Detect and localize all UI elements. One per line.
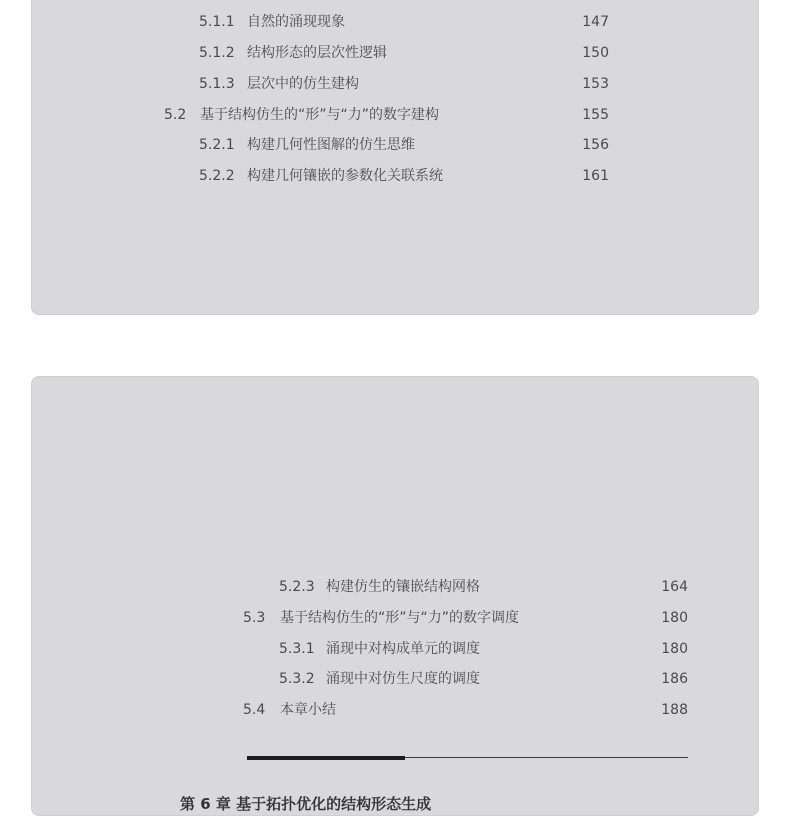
- toc-entry-title: 涌现中对仿生尺度的调度: [326, 671, 480, 687]
- toc-entry-title: 基于结构仿生的“形”与“力”的数字建构: [200, 107, 440, 123]
- toc-entry-number: 5.2.1: [199, 137, 235, 153]
- toc-entry-number: 5.4: [243, 702, 266, 718]
- toc-entry-title: 涌现中对构成单元的调度: [326, 641, 480, 657]
- toc-entry-number: 5.3.2: [279, 671, 315, 687]
- chapter-divider-accent: [247, 756, 405, 760]
- toc-entry-number: 5.1.3: [199, 76, 235, 92]
- toc-entry-title: 层次中的仿生建构: [247, 76, 359, 92]
- toc-entry-page: 155: [582, 107, 609, 123]
- toc-entry-page: 150: [582, 45, 609, 61]
- toc-entry-number: 5.2.2: [199, 168, 235, 184]
- toc-entry-page: 147: [582, 14, 609, 30]
- page-card-bottom: [31, 376, 759, 816]
- toc-entry-number: 5.3: [243, 610, 266, 626]
- toc-entry-page: 156: [582, 137, 609, 153]
- toc-entry-title: 构建几何性图解的仿生思维: [247, 137, 415, 153]
- toc-entry-title: 构建仿生的镶嵌结构网格: [326, 579, 480, 595]
- toc-entry-title: 基于结构仿生的“形”与“力”的数字调度: [280, 610, 520, 626]
- toc-entry-page: 164: [661, 579, 688, 595]
- toc-entry-page: 186: [661, 671, 688, 687]
- toc-entry-title: 自然的涌现现象: [247, 14, 345, 30]
- toc-entry-title: 本章小结: [280, 702, 336, 718]
- toc-entry-number: 5.2: [164, 107, 187, 123]
- toc-entry-page: 180: [661, 641, 688, 657]
- toc-entry-title: 结构形态的层次性逻辑: [247, 45, 387, 61]
- toc-entry-number: 5.2.3: [279, 579, 315, 595]
- next-chapter-heading: 第 6 章 基于拓扑优化的结构形态生成: [180, 795, 432, 813]
- toc-entry-page: 153: [582, 76, 609, 92]
- toc-entry-page: 188: [661, 702, 688, 718]
- toc-entry-page: 180: [661, 610, 688, 626]
- toc-entry-page: 161: [582, 168, 609, 184]
- toc-entry-number: 5.1.1: [199, 14, 235, 30]
- toc-entry-number: 5.3.1: [279, 641, 315, 657]
- page-card-top: [31, 0, 759, 315]
- toc-entry-number: 5.1.2: [199, 45, 235, 61]
- toc-entry-title: 构建几何镶嵌的参数化关联系统: [247, 168, 443, 184]
